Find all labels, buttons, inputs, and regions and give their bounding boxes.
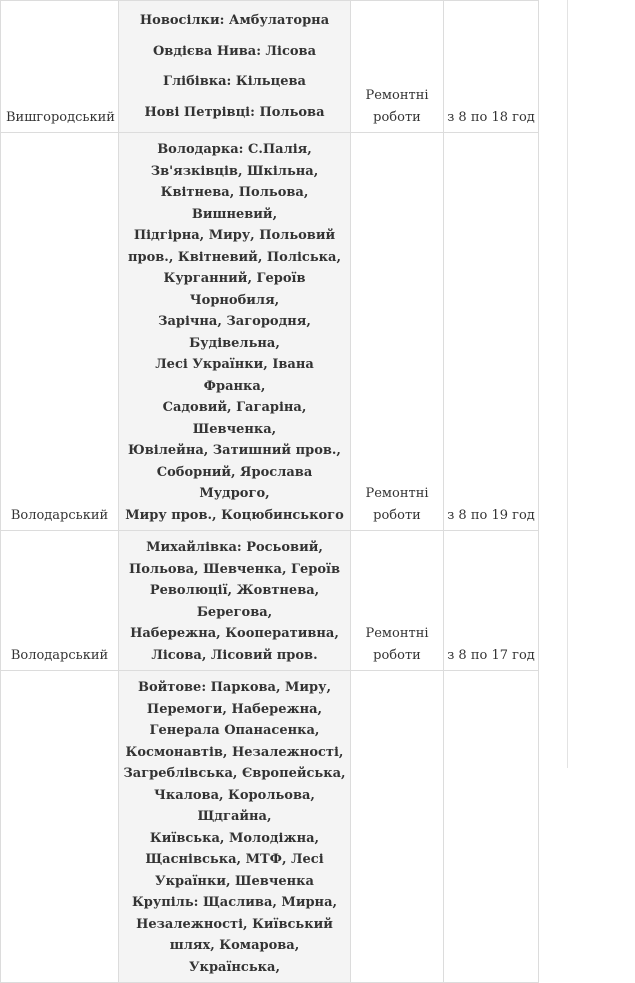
time-cell: з 8 по 18 год (444, 1, 539, 133)
street-line: Зв'язківців, Шкільна, (150, 163, 319, 179)
district-cell: Володарський (1, 133, 119, 531)
work-type-line: Ремонтні (365, 486, 429, 501)
street-line: Войтове: Паркова, Миру, (138, 680, 331, 695)
work-type-line: роботи (373, 507, 421, 523)
street-line: Володарка: С.Палія, (157, 142, 312, 157)
street-line: Глібівка: Кільцева (163, 74, 306, 89)
table-row (1, 133, 539, 531)
work-type-line: роботи (373, 109, 421, 125)
streets-cell (119, 133, 351, 531)
street-line: Революції, Жовтнева, Берегова, (149, 583, 320, 620)
street-line: Овдієва Нива: Лісова (152, 43, 317, 59)
work-type-cell (351, 1, 444, 133)
street-line: Миру пров., Коцюбинського (125, 507, 344, 523)
street-line: Лесі Українки, Івана Франка, (155, 357, 314, 394)
page-divider (567, 0, 568, 768)
street-line: Генерала Опанасенка, (149, 723, 320, 738)
time-cell: з 8 по 19 год (444, 133, 539, 531)
streets-cell (119, 1, 351, 133)
street-line: Польова, Шевченка, Героїв (128, 561, 341, 577)
street-line: Українки, Шевченка (155, 873, 314, 889)
table-row (1, 671, 539, 983)
street-line: Садовий, Гагаріна, Шевченка, (162, 400, 307, 437)
street-line: Нові Петрівці: Польова (144, 104, 325, 120)
district-cell (1, 671, 119, 983)
street-line: Набережна, Кооперативна, (130, 626, 339, 641)
street-line: Новосілки: Амбулаторна (139, 13, 330, 28)
street-line: Квітнева, Польова, Вишневий, (160, 185, 309, 222)
work-type-line: роботи (373, 647, 421, 663)
work-type-cell (351, 671, 444, 983)
table-row (1, 1, 539, 133)
street-line: Незалежності, Київський (136, 916, 333, 932)
street-line: Ювілейна, Затишний пров., (128, 443, 341, 458)
street-line: Загреблівська, Європейська, (123, 766, 346, 781)
work-type-line: Ремонтні (365, 88, 429, 103)
street-line: Соборний, Ярослава Мудрого, (156, 464, 313, 501)
time-cell: з 8 по 17 год (444, 531, 539, 671)
streets-cell (119, 671, 351, 983)
street-line: пров., Квітневий, Поліська, (127, 249, 342, 265)
street-line: Чкалова, Корольова, Щдгайна, (154, 787, 315, 824)
street-line: Космонавтів, Незалежності, (125, 744, 344, 760)
street-line: Зарічна, Загородня, Будівельна, (158, 314, 311, 351)
streets-cell (119, 531, 351, 671)
work-type-line: Ремонтні (365, 626, 429, 641)
table-row (1, 531, 539, 671)
street-line: Щаснівська, МТФ, Лесі (145, 852, 324, 867)
district-cell: Вишгородський (1, 1, 119, 133)
street-line: Підгірна, Миру, Польовий (133, 228, 336, 243)
street-line: Лісова, Лісовий пров. (151, 647, 318, 663)
street-line: Крупіль: Щаслива, Мирна, (131, 895, 338, 910)
work-type-cell (351, 531, 444, 671)
work-type-cell (351, 133, 444, 531)
street-line: Перемоги, Набережна, (146, 701, 323, 717)
street-line: шлях, Комарова, Українська, (169, 938, 300, 975)
district-cell: Володарський (1, 531, 119, 671)
street-line: Михайлівка: Росьовий, (146, 540, 323, 555)
street-line: Курганний, Героїв Чорнобиля, (163, 271, 306, 308)
time-cell (444, 671, 539, 983)
street-line: Київська, Молодіжна, (149, 830, 320, 846)
